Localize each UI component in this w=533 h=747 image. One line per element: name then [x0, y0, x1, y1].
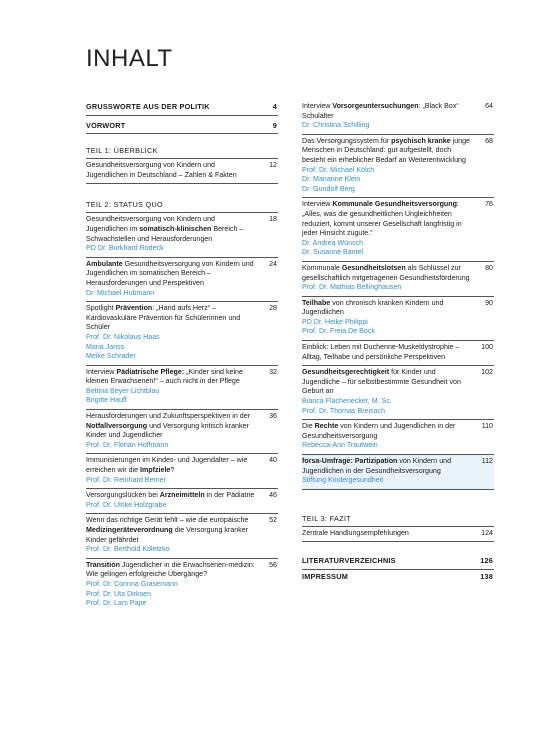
- toc-entry-text: [86, 491, 278, 501]
- toc-entry-keyword: Kommunale Gesundheitsversorgung: [332, 200, 457, 209]
- toc-page-number: 68: [485, 136, 493, 145]
- toc-entry-text: [302, 200, 494, 238]
- toc-author: Prof. Dr. Nikolaus Haas: [86, 332, 160, 341]
- toc-page-number: 126: [480, 556, 493, 566]
- toc-author: Dr. Gundolf Berg: [302, 184, 355, 193]
- toc-entry-text-part: Jugendlicher in die Erwachsenen-medizin: Wie gelingen erfolgreiche Übergänge?: [86, 560, 255, 579]
- toc-entry-impressum[interactable]: [302, 570, 494, 585]
- toc-entry-text-part: Versorgungslücken bei: [86, 491, 160, 500]
- toc-right-column: [302, 100, 494, 585]
- page-title: INHALT: [86, 45, 173, 72]
- toc-entry-text-part: Die: [302, 422, 315, 431]
- toc-entry[interactable]: [302, 135, 494, 199]
- toc-entry-keyword: Arzneimitteln: [159, 491, 205, 500]
- toc-entry-text: [86, 456, 278, 475]
- toc-entry-grussworte[interactable]: [86, 100, 278, 116]
- toc-author: Prof. Dr. Thomas Breisach: [302, 406, 386, 415]
- toc-entry[interactable]: [302, 341, 494, 366]
- toc-author: Brigitte Hauff: [86, 396, 127, 405]
- toc-author: Dr. Susanne Bantel: [302, 248, 364, 257]
- toc-page-number: 18: [269, 215, 277, 224]
- toc-entry-keyword: somatisch-klinischen: [139, 224, 212, 233]
- toc-entry-text-part: für Kinder und Jugendliche – für selbstbestimmte Gesundheit von Geburt an: [302, 368, 461, 396]
- toc-entry-keyword: Vorsorgeuntersuchungen: [332, 102, 419, 110]
- toc-author: Bettina Beyer-Lichtblau: [86, 386, 160, 395]
- toc-entry-keyword: forsa-Umfrage: Partizipation: [302, 457, 398, 465]
- toc-author: Prof. Dr. Freia De Bock: [302, 327, 375, 336]
- toc-author: Prof. Dr. Lars Pape: [86, 599, 147, 608]
- toc-page-number: 32: [269, 367, 277, 376]
- toc-entry-keyword: Teilhabe: [302, 298, 331, 307]
- toc-entry-text-part: Gesundheitsversorgung von Kindern und Jugendlichen im: [86, 215, 215, 233]
- toc-entry-text-part: als Schlüssel zur gesellschaftlich mitgetragenen Gesundheitsförderung: [302, 263, 470, 282]
- toc-entry[interactable]: [302, 297, 494, 341]
- section-heading-teil2: TEIL 2: STATUS QUO: [86, 198, 278, 213]
- toc-entry-text-part: von Kindern und Jugendlichen in der Gesundheitsversorgung: [302, 422, 456, 440]
- toc-entry[interactable]: [302, 527, 494, 543]
- toc-author: Maria Janss: [86, 342, 125, 351]
- toc-entry-keyword: Gesundheitslotsen: [341, 263, 406, 272]
- toc-page-number: 46: [269, 491, 277, 500]
- toc-author: Dr. Michael Hubmann: [86, 288, 155, 297]
- toc-entry-highlighted[interactable]: [302, 455, 494, 490]
- toc-entry[interactable]: [302, 366, 494, 420]
- toc-entry[interactable]: [86, 302, 278, 366]
- toc-entry[interactable]: [86, 366, 278, 410]
- toc-page-number: 40: [269, 456, 277, 465]
- toc-entry-text-part: die Versorgung kranker Kinder gefährdet: [86, 526, 249, 544]
- toc-entry[interactable]: [302, 100, 494, 135]
- toc-entry-text: [302, 137, 494, 166]
- toc-left-column: [86, 100, 278, 612]
- toc-entry-text-part: Gesundheitsversorgung von Kindern und Jugendlichen im somatischen Bereich – Herausforderungen und Perspektiven: [86, 259, 254, 287]
- toc-entry-text: [302, 264, 494, 283]
- toc-entry[interactable]: [86, 454, 278, 489]
- section-heading-teil1: TEIL 1: ÜBERBLICK: [86, 144, 278, 159]
- toc-author: PD Dr. Heike Philippi: [302, 317, 368, 326]
- toc-entry-text-part: in der Pädiatrie: [204, 491, 255, 500]
- toc-entry-text: [302, 422, 494, 441]
- toc-entry-keyword: Pädiatrische Pflege:: [116, 367, 185, 376]
- section-heading-teil3: TEIL 3: FAZIT: [302, 512, 494, 527]
- toc-author: Prof. Dr. Corinna Grasemann: [86, 579, 178, 588]
- toc-entry[interactable]: [86, 258, 278, 302]
- toc-entry-text-part: ?: [170, 466, 175, 475]
- toc-entry-text-part: Wenn das richtige Gerät fehlt – wie die europäische: [86, 516, 249, 525]
- toc-page-number: 110: [481, 422, 493, 431]
- toc-entry-text: [302, 368, 494, 397]
- toc-entry-text: [86, 260, 278, 289]
- toc-entry-keyword: Rechte: [314, 422, 339, 431]
- toc-entry[interactable]: [302, 420, 494, 455]
- toc-entry-text: [302, 343, 494, 362]
- toc-entry-text: [302, 299, 494, 318]
- toc-entry-label: GRUSSWORTE AUS DER POLITIK: [86, 102, 210, 111]
- toc-entry-text-part: Bereich – Schwachstellen und Herausforderungen: [86, 224, 244, 243]
- toc-entry-text-part: Interview: [86, 367, 117, 376]
- toc-entry-text-part: Einblick: Leben mit Duchenne-Muskeldystrophie – Alltag, Teilhabe und persönliche Perspektiven: [302, 343, 460, 361]
- toc-entry-text: [86, 215, 278, 244]
- toc-entry[interactable]: [86, 213, 278, 257]
- toc-page-number: 24: [269, 259, 277, 268]
- toc-entry-text: [302, 457, 494, 476]
- toc-entry[interactable]: [86, 489, 278, 514]
- toc-entry-text-part: Interview: [302, 102, 333, 110]
- toc-entry-keyword: Medizingeräteverordnung: [86, 526, 173, 534]
- toc-entry-keyword: Prävention: [115, 304, 153, 313]
- toc-entry-text-part: „Kinder sind keine kleinen Erwachsenen!“ – auch nicht in der Pflege: [86, 367, 243, 386]
- toc-author: Prof. Dr. Ulrike Holzgrabe: [86, 500, 167, 509]
- toc-entry-text: [302, 102, 494, 121]
- toc-entry-text: [86, 516, 278, 545]
- toc-author: PD Dr. Burkhard Rodeck: [86, 244, 164, 253]
- toc-page-number: 124: [481, 528, 493, 537]
- toc-entry-text: [86, 368, 278, 387]
- toc-author: Stiftung Kindergesundheit: [302, 476, 384, 485]
- toc-entry-keyword: Notfallversorgung: [86, 421, 148, 430]
- toc-entry-keyword: Impfziele: [140, 466, 171, 475]
- toc-entry-keyword: psychisch kranke: [391, 136, 451, 145]
- toc-author: Dr. Andrea Wünsch: [302, 238, 364, 247]
- toc-entry-text-part: Immunisierungen im Kindes- und Jugendalter – wie erreichen wir die: [86, 456, 248, 475]
- toc-entry-label: IMPRESSUM: [302, 571, 348, 581]
- toc-entry-vorwort[interactable]: [86, 119, 278, 135]
- toc-entry-literatur[interactable]: [302, 554, 494, 570]
- toc-page-number: 12: [269, 161, 277, 170]
- toc-author: Meike Schrader: [86, 352, 136, 361]
- toc-page-number: 102: [481, 368, 493, 377]
- toc-entry[interactable]: [86, 559, 278, 612]
- toc-page-number: 64: [485, 102, 493, 110]
- toc-author: Prof. Dr. Uta Dirksen: [86, 589, 152, 598]
- toc-entry-text-part: und Versorgung kritisch kranker Kinder und Jugendlicher: [86, 421, 249, 440]
- toc-page-number: 80: [485, 263, 493, 272]
- toc-entry-text-part: Interview: [302, 200, 333, 209]
- toc-author: Prof. Dr. Michael Kölch: [302, 165, 375, 174]
- toc-page-number: 112: [481, 457, 493, 465]
- toc-entry-text: Zentrale Handlungsempfehlungen: [302, 528, 409, 537]
- toc-entry-text-part: : „Alles, was die gesundheitlichen Ungleichheiten reduziert, kommt unserer Gesellschaft langfristig in jeder Hinsicht zugute.“: [302, 200, 462, 238]
- toc-entry-text: [86, 304, 278, 333]
- toc-entry-label: VORWORT: [86, 120, 126, 130]
- toc-entry[interactable]: [86, 159, 278, 184]
- toc-entry-keyword: Ambulante: [86, 259, 123, 268]
- toc-entry-text: [86, 412, 278, 441]
- toc-author: Rebecca-Ann Trautwein: [302, 441, 378, 450]
- toc-page-number: 52: [269, 516, 277, 525]
- toc-author: Prof. Dr. Florian Hoffmann: [86, 440, 169, 449]
- toc-entry[interactable]: [302, 198, 494, 262]
- toc-author: Dr. Marianne Klein: [302, 175, 361, 184]
- toc-entry-keyword: Gesundheitsgerechtigkeit: [302, 368, 390, 377]
- toc-page-number: 90: [485, 298, 493, 307]
- toc-entry-text-part: Herausforderungen und Zukunftsperspektiven in der: [86, 412, 251, 421]
- toc-page-number: 9: [272, 120, 277, 130]
- toc-entry-text-part: Das Versorgungssystem für: [302, 136, 392, 145]
- toc-page-number: 28: [269, 304, 277, 313]
- toc-entry-text-part: : „Black Box“ Schulalter: [302, 102, 459, 120]
- toc-entry[interactable]: [86, 514, 278, 558]
- toc-entry-text: [86, 561, 278, 580]
- toc-author: Dr. Christina Schilling: [302, 121, 370, 130]
- toc-page-number: 56: [269, 560, 277, 569]
- toc-author: Prof. Dr. Berthold Koletzko: [86, 545, 170, 554]
- toc-entry-text-part: von chronisch kranken Kindern und Jugendlichen: [302, 298, 444, 317]
- toc-entry[interactable]: [86, 410, 278, 454]
- toc-page-number: 36: [269, 412, 277, 421]
- toc-author: Prof. Dr. Mathias Bellinghausen: [302, 283, 402, 292]
- toc-author: Bianca Flachenecker, M. Sc.: [302, 397, 392, 406]
- toc-page-number: 76: [485, 200, 493, 209]
- toc-entry-text-part: Kommunale: [302, 263, 342, 272]
- toc-entry-text-part: Spotlight: [86, 304, 116, 313]
- toc-entry-keyword: Transition: [86, 560, 120, 569]
- toc-entry-text-part: von Kindern und Jugendlichen in der Gesundheitsversorgung: [302, 457, 452, 475]
- toc-page-number: 138: [480, 571, 493, 581]
- toc-entry[interactable]: [302, 262, 494, 297]
- toc-entry-text-part: junge Menschen in Deutschland: gut aufgestellt, doch besteht ein erheblicher Bedarf an Weiterentwicklung: [302, 136, 470, 164]
- toc-author: Prof. Dr. Reinhard Berner: [86, 475, 167, 484]
- toc-page-number: 4: [272, 102, 277, 111]
- toc-entry-label: LITERATURVERZEICHNIS: [302, 556, 396, 566]
- toc-entry-text: Gesundheitsversorgung von Kindern und Jugendlichen in Deutschland – Zahlen & Fakten: [86, 161, 237, 179]
- toc-page-number: 100: [481, 343, 493, 352]
- toc-entry-text-part: : „Hand aufs Herz“ – Kardiovaskuläre Prävention für Schülerinnen und Schüler: [86, 304, 241, 332]
